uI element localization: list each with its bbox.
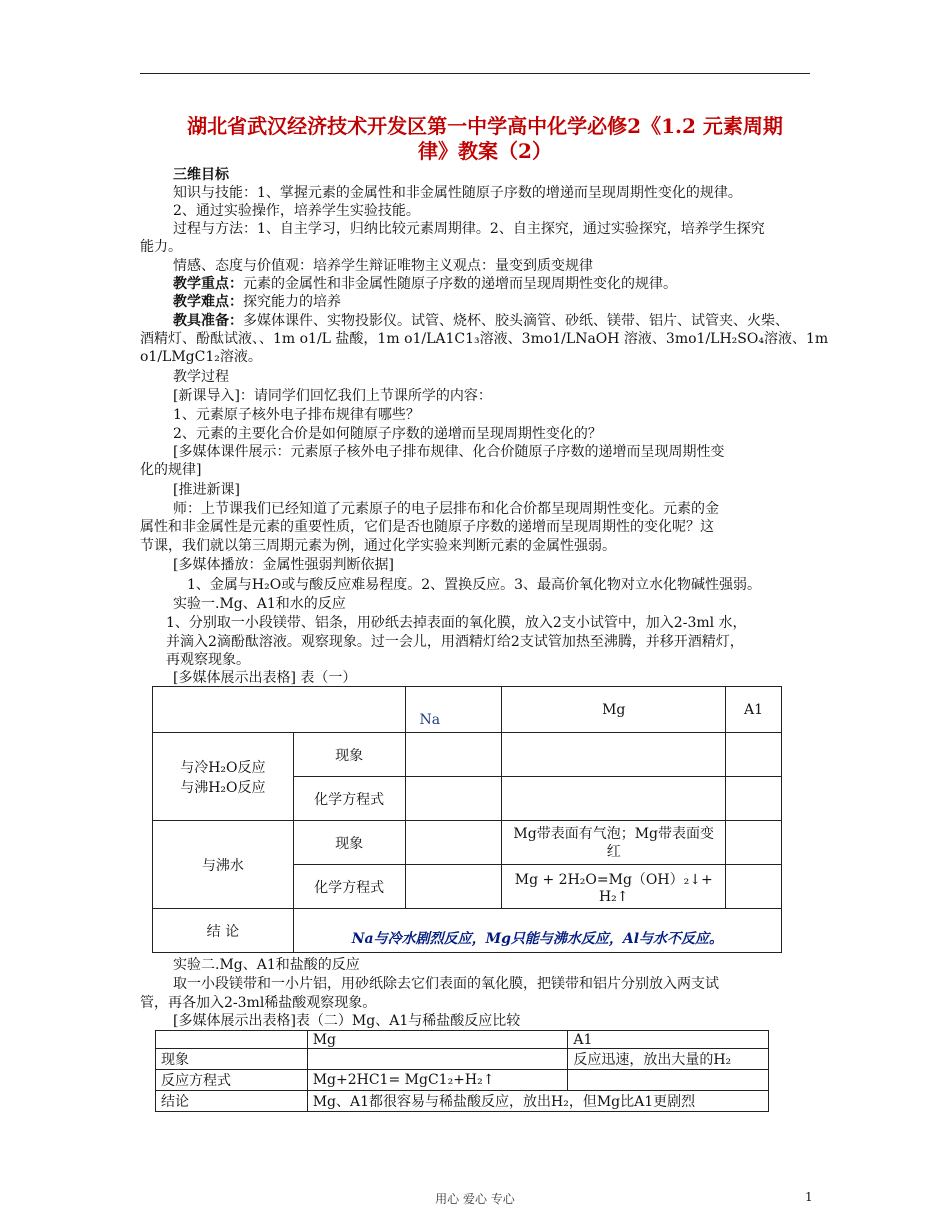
materials-label: 教具准备： bbox=[173, 313, 243, 329]
table2-corner bbox=[156, 1031, 308, 1049]
media-display-2: [多媒体播放：金属性强弱判断依据] bbox=[173, 557, 394, 573]
doc-title-line2: 律》教案（2） bbox=[418, 139, 552, 163]
difficulty-label: 教学难点： bbox=[173, 294, 243, 310]
table1-conclusion-row bbox=[153, 909, 782, 953]
table-cell bbox=[405, 865, 502, 909]
table2-mg-equation: Mg+2HC1= MgC1₂+H₂↑ bbox=[307, 1070, 568, 1091]
difficulty-text: 探究能力的培养 bbox=[243, 294, 341, 310]
table-cell bbox=[405, 777, 502, 821]
teacher-text-2: 属性和非金属性是元素的重要性质，它们是否也随原子序数的递增而呈现周期性的变化呢？这 bbox=[140, 519, 714, 535]
doc-title-line1: 湖北省武汉经济技术开发区第一中学高中化学必修2《1.2 元素周期 bbox=[187, 114, 783, 138]
table1-header-mg: Mg bbox=[502, 687, 726, 733]
table1-corner bbox=[153, 687, 406, 733]
table-hcl-reaction bbox=[155, 1030, 769, 1112]
table2-equation-label: 反应方程式 bbox=[156, 1070, 308, 1091]
question-1: 1、元素原子核外电子排布规律有哪些？ bbox=[173, 407, 420, 423]
objectives-heading: 三维目标 bbox=[173, 167, 229, 183]
table1-group1-label bbox=[153, 733, 294, 821]
table2-phenomenon-label: 现象 bbox=[156, 1049, 308, 1070]
table2-header-al: A1 bbox=[568, 1031, 769, 1049]
table1-header-row bbox=[153, 687, 782, 733]
cold-water-label: 与冷H₂O反应 bbox=[180, 759, 266, 776]
table-cell bbox=[502, 777, 726, 821]
materials-line3: o1/LMgC1₂溶液。 bbox=[140, 349, 262, 365]
objective-process-2: 能力。 bbox=[140, 239, 182, 255]
table1-header-al: A1 bbox=[726, 687, 782, 733]
experiment-2-step-1: 取一小段镁带和一小片铝，用砂纸除去它们表面的氧化膜，把镁带和铝片分别放入两支试 bbox=[173, 976, 719, 992]
conclusion-label: 结 论 bbox=[153, 909, 294, 953]
teacher-text-3: 节课，我们就以第三周期元素为例，通过化学实验来判断元素的金属性强弱。 bbox=[140, 538, 616, 554]
experiment-1-title: 实验一.Mg、A1和水的反应 bbox=[173, 596, 346, 612]
equation-label: 化学方程式 bbox=[293, 777, 405, 821]
difficulty bbox=[173, 293, 341, 311]
teacher-text-1: 师：上节课我们已经知道了元素原子的电子层排布和化合价都呈现周期性变化。元素的金 bbox=[173, 501, 719, 517]
table-cell bbox=[307, 1049, 568, 1070]
table-cell bbox=[502, 733, 726, 777]
advance-lesson: [推进新课] bbox=[173, 482, 240, 498]
experiment-1-step-2: 并滴入2滴酚酞溶液。观察现象。过一会儿，用酒精灯给2支试管加热至沸腾，并移开酒精灯， bbox=[166, 634, 744, 650]
objective-knowledge-1: 知识与技能：1、掌握元素的金属性和非金属性随原子序数的增递而呈现周期性变化的规律。 bbox=[173, 185, 742, 201]
judgment-criteria: 1、金属与H₂O或与酸反应难易程度。2、置换反应。3、最高价氧化物对立水化物碱性强弱。 bbox=[187, 577, 762, 593]
experiment-2-title: 实验二.Mg、A1和盐酸的反应 bbox=[173, 957, 360, 973]
phenomenon-label: 现象 bbox=[293, 821, 405, 865]
table2-caption: [多媒体展示出表格]表（二）Mg、A1与稀盐酸反应比较 bbox=[173, 1013, 521, 1029]
table-cell bbox=[726, 733, 782, 777]
new-lesson-intro: [新课导入]：请同学们回忆我们上节课所学的内容： bbox=[173, 388, 492, 404]
objective-process-1: 过程与方法：1、自主学习，归纳比较元素周期律。2、自主探究，通过实验探究，培养学生探究 bbox=[173, 221, 765, 237]
table-cell bbox=[726, 865, 782, 909]
experiment-1-step-1: 1、分别取一小段镁带、铝条，用砂纸去掉表面的氧化膜，放入2支小试管中，加入2-3ml 水， bbox=[166, 615, 747, 631]
table-water-reaction bbox=[152, 686, 782, 953]
table-cell bbox=[405, 733, 502, 777]
table-row bbox=[153, 733, 782, 777]
table1-header-na: Na bbox=[405, 687, 502, 733]
table-row bbox=[153, 821, 782, 865]
table-cell bbox=[405, 821, 502, 865]
boiling-water-label: 与沸H₂O反应 bbox=[180, 779, 266, 796]
table-row bbox=[156, 1091, 769, 1112]
experiment-2-step-2: 管，再各加入2-3ml稀盐酸观察现象。 bbox=[140, 995, 377, 1011]
page-number: 1 bbox=[805, 1190, 813, 1204]
materials-text: 多媒体课件、实物投影仪。试管、烧杯、胶头滴管、砂纸、镁带、铝片、试管夹、火柴、 bbox=[243, 313, 789, 329]
boiling-water-group-label: 与沸水 bbox=[153, 821, 294, 909]
materials-line2: 酒精灯、酚酞试液、、1m o1/L 盐酸，1m o1/LA1C1₃溶液、3mo1/LNaOH 溶液、3mo1/LH₂SO₄溶液、1m bbox=[140, 331, 829, 347]
table2-conclusion-text: Mg、A1都很容易与稀盐酸反应，放出H₂，但Mg比A1更剧烈 bbox=[307, 1091, 768, 1112]
key-point-label: 教学重点： bbox=[173, 276, 243, 292]
table-cell bbox=[568, 1070, 769, 1091]
materials-line1 bbox=[173, 312, 789, 330]
key-point-text: 元素的金属性和非金属性随原子序数的递增而呈现周期性变化的规律。 bbox=[243, 276, 677, 292]
top-rule bbox=[140, 73, 810, 74]
table2-header-mg: Mg bbox=[307, 1031, 568, 1049]
objective-knowledge-2: 2、通过实验操作，培养学生实验技能。 bbox=[173, 203, 420, 219]
table2-al-phenomenon: 反应迅速，放出大量的H₂ bbox=[568, 1049, 769, 1070]
media-display-1: [多媒体课件展示：元素原子核外电子排布规律、化合价随原子序数的递增而呈现周期性变 bbox=[173, 444, 725, 460]
table1-caption: [多媒体展示出表格] 表（一） bbox=[173, 670, 357, 686]
experiment-1-step-3: 再观察现象。 bbox=[166, 652, 250, 668]
phenomenon-label: 现象 bbox=[293, 733, 405, 777]
mg-phenomenon: Mg带表面有气泡；Mg带表面变红 bbox=[502, 821, 726, 865]
question-2: 2、元素的主要化合价是如何随原子序数的递增而呈现周期性变化的？ bbox=[173, 426, 602, 442]
page-footer: 用心 爱心 专心 bbox=[435, 1192, 515, 1206]
process-heading: 教学过程 bbox=[173, 369, 229, 385]
objective-emotion: 情感、态度与价值观：培养学生辩证唯物主义观点：量变到质变规律 bbox=[173, 258, 593, 274]
table-row bbox=[156, 1070, 769, 1091]
conclusion-text: Na与冷水剧烈反应，Mg只能与沸水反应，Al与水不反应。 bbox=[293, 909, 781, 953]
mg-equation: Mg + 2H₂O=Mg（OH）₂↓+ H₂↑ bbox=[502, 865, 726, 909]
media-display-1b: 化的规律] bbox=[140, 462, 202, 478]
table-cell bbox=[726, 821, 782, 865]
key-point bbox=[173, 275, 677, 293]
table2-header-row bbox=[156, 1031, 769, 1049]
table-cell bbox=[726, 777, 782, 821]
table-row bbox=[156, 1049, 769, 1070]
table2-conclusion-label: 结论 bbox=[156, 1091, 308, 1112]
equation-label: 化学方程式 bbox=[293, 865, 405, 909]
